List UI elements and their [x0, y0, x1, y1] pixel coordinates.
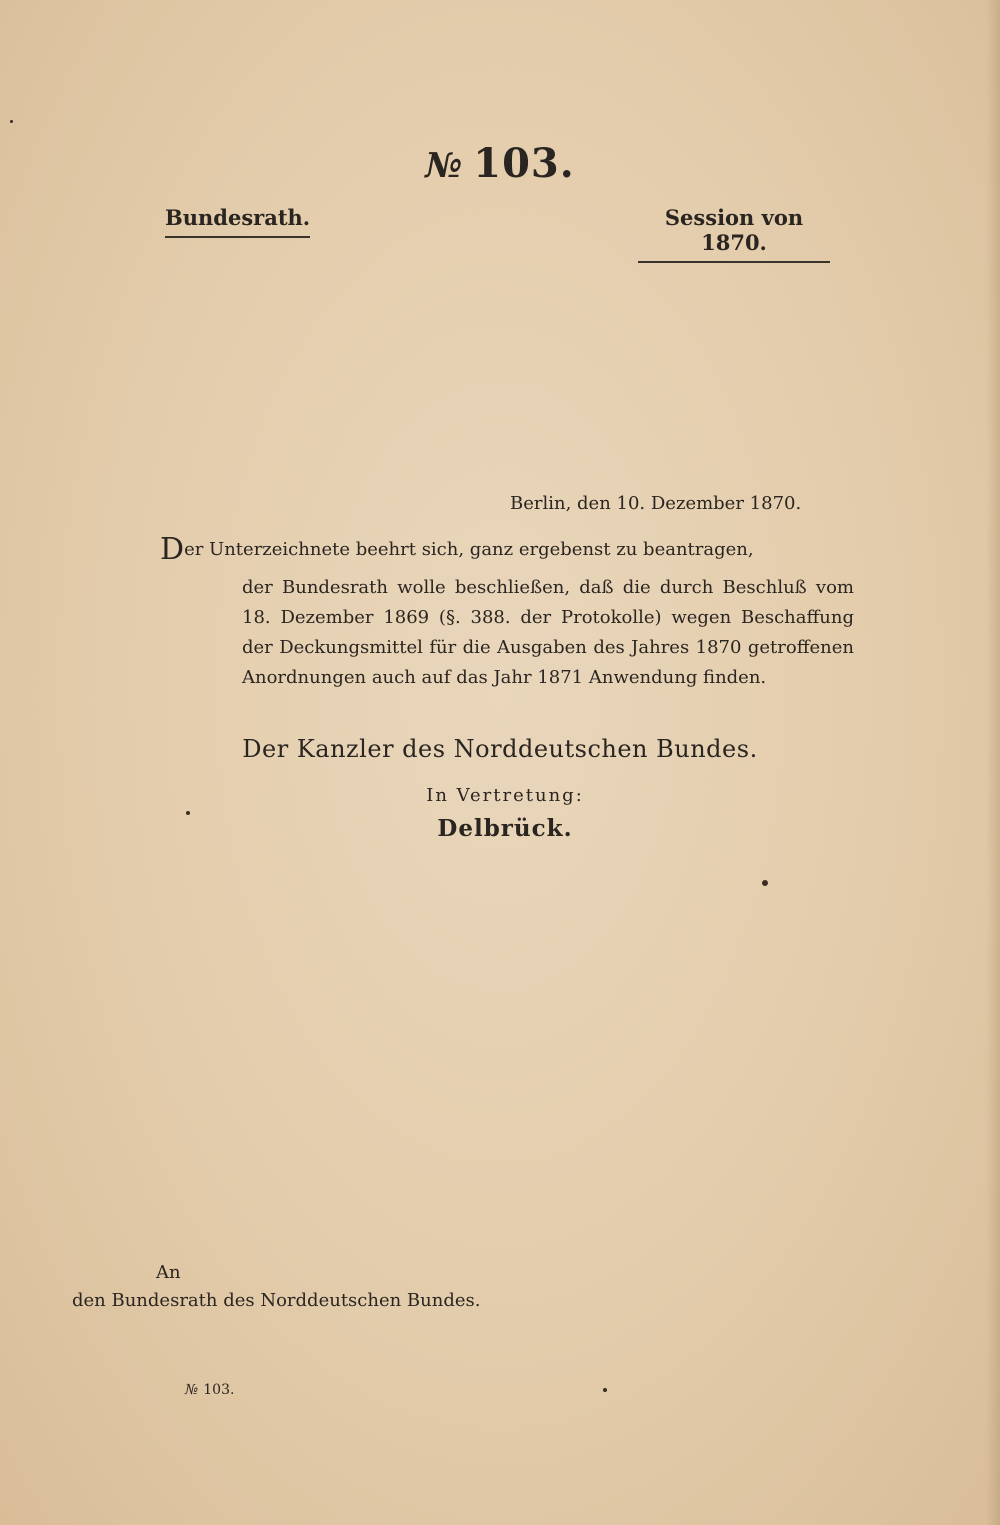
footer-number	[185, 1382, 234, 1398]
body-first-line	[160, 532, 754, 567]
document-number: 103.	[473, 140, 575, 187]
body-paragraph: der Bundesrath wolle beschließen, daß die durch Beschluß vom 18. Dezember 1869 (§. 388. der Protokolle) wegen Beschaffung der Deckungsmittel für die Ausgaben des Jahres 1870 getroffenen Anordnungen auch auf das Jahr 1871 Anwendung finden.	[242, 577, 854, 688]
number-sign: №	[425, 146, 464, 186]
session-header: Session von 1870.	[638, 205, 830, 263]
signature-name: Delbrück.	[437, 815, 573, 842]
paper-speck	[603, 1388, 607, 1392]
paper-speck	[10, 120, 13, 123]
date-line: Berlin, den 10. Dezember 1870.	[510, 493, 802, 514]
body-first-line-text: er Unterzeichnete beehrt sich, ganz ergebenst zu beantragen,	[184, 539, 754, 560]
footer-number-sign: №	[185, 1382, 199, 1398]
paper-speck	[762, 880, 768, 886]
issuer-header: Bundesrath.	[165, 205, 310, 238]
document-number-heading	[0, 140, 1000, 187]
paper-speck	[186, 811, 190, 815]
signature-representation: In Vertretung:	[426, 785, 584, 806]
signature-title: Der Kanzler des Norddeutschen Bundes.	[242, 735, 758, 763]
footer-number-value: 103.	[203, 1382, 235, 1398]
address-prefix: An	[156, 1262, 181, 1283]
address-recipient: den Bundesrath des Norddeutschen Bundes.	[72, 1290, 481, 1311]
drop-cap: D	[160, 532, 185, 567]
